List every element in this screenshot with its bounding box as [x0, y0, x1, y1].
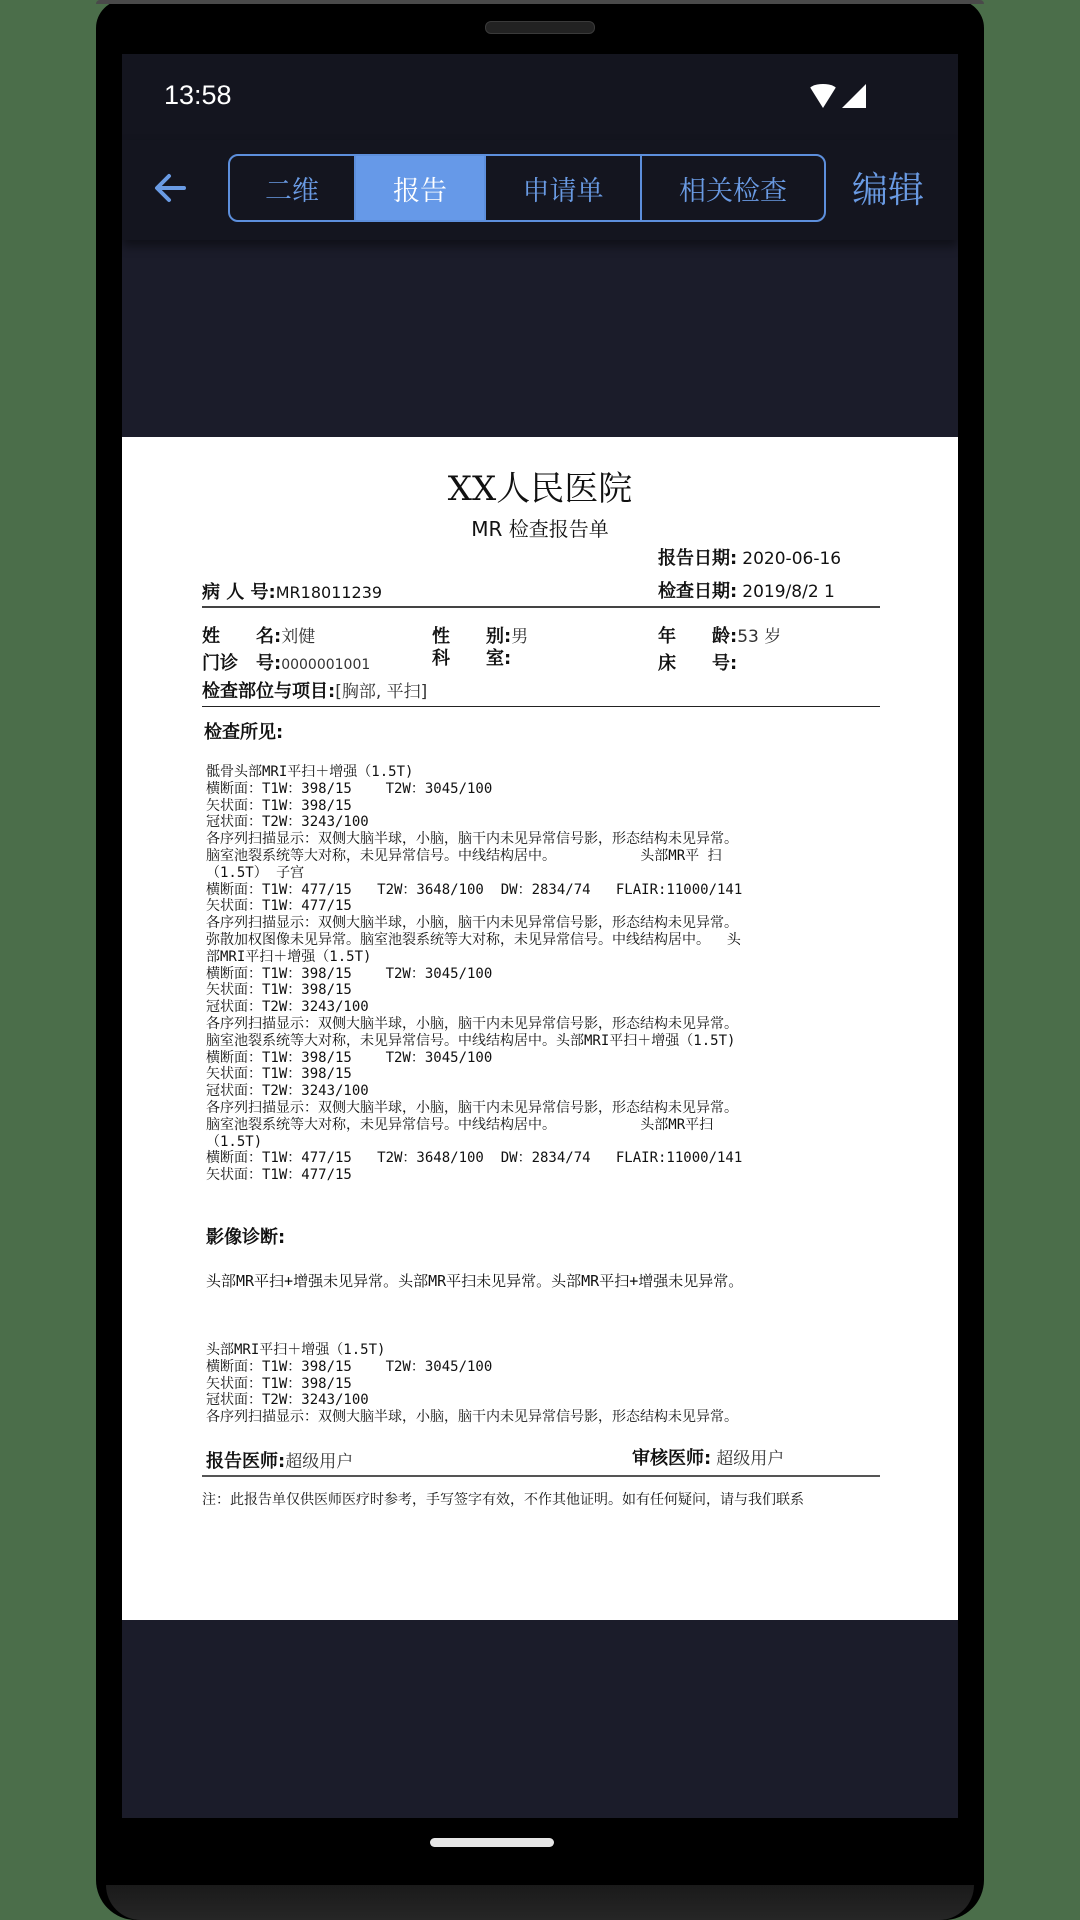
- reporting-doctor-label: 报告医师:: [206, 1451, 286, 1472]
- tab-label: 报告: [393, 175, 447, 207]
- reporting-doctor-value: 超级用户: [285, 1452, 354, 1472]
- status-bar: [122, 54, 958, 140]
- exam-date-value: 2019/8/2 1: [742, 582, 835, 602]
- earpiece-speaker: [485, 21, 595, 34]
- findings-line: 脑室池裂系统等大对称，未见异常信号。中线结构居中。头部MRI平扫＋增强（1.5T): [206, 1032, 736, 1049]
- patient-id-value: MR18011239: [275, 583, 383, 602]
- divider: [202, 606, 880, 608]
- exam-item-value: [胸部, 平扫]: [335, 682, 428, 702]
- findings-line: 脑室池裂系统等大对称，未见异常信号。中线结构居中。 头部MR平 扫: [206, 847, 722, 864]
- findings-line: 横断面：T1W：477/15 T2W：3648/100 DW：2834/74 FLAIR:11000/141: [206, 1150, 743, 1167]
- findings-line: 矢状面：T1W：398/15: [206, 1066, 352, 1083]
- tab-related-exams[interactable]: [642, 156, 824, 220]
- dept-label: 科 室:: [432, 648, 512, 669]
- findings-line: 横断面：T1W：398/15 T2W：3045/100: [206, 780, 493, 797]
- findings-line: （1.5T): [206, 1133, 263, 1150]
- divider: [202, 706, 880, 707]
- clinic-no-row: [202, 649, 370, 675]
- reviewing-doctor-label: 审核医师:: [632, 1448, 712, 1469]
- dept-row: [432, 644, 511, 670]
- tab-label: 相关检查: [679, 175, 787, 207]
- name-value: 刘健: [281, 627, 316, 647]
- arrow-left-icon: [150, 168, 190, 208]
- findings-line: 矢状面：T1W：398/15: [206, 982, 352, 999]
- age-label: 年 龄:: [658, 626, 738, 647]
- findings-line: 矢状面：T1W：477/15: [206, 898, 352, 915]
- report-date-label: 报告日期:: [658, 548, 738, 569]
- reporting-doctor-row: [206, 1447, 353, 1473]
- screen: [122, 54, 958, 1818]
- reviewing-doctor-row: [632, 1444, 784, 1470]
- exam-date-label: 检查日期:: [658, 581, 738, 602]
- findings-line: 横断面：T1W：398/15 T2W：3045/100: [206, 1049, 493, 1066]
- diagnosis-line: 矢状面：T1W：398/15: [206, 1375, 352, 1392]
- findings-line: 冠状面：T2W：3243/100: [206, 999, 369, 1016]
- report-date-row: [658, 544, 841, 570]
- diagnosis-heading: 影像诊断:: [206, 1227, 286, 1248]
- findings-text: [206, 764, 866, 1184]
- cellular-signal-icon: [842, 84, 866, 108]
- phone-frame: [96, 0, 984, 1920]
- sex-label: 性 别:: [432, 626, 512, 647]
- findings-heading: 检查所见:: [204, 722, 284, 743]
- patient-id-row: [202, 578, 382, 604]
- reviewing-doctor-value: 超级用户: [716, 1449, 785, 1469]
- findings-line: 矢状面：T1W：398/15: [206, 797, 352, 814]
- name-label: 姓 名:: [202, 626, 282, 647]
- back-button[interactable]: [150, 168, 190, 208]
- findings-line: 横断面：T1W：398/15 T2W：3045/100: [206, 965, 493, 982]
- patient-id-label: 病 人 号:: [202, 582, 276, 603]
- status-time: 13:58: [164, 80, 232, 110]
- findings-line: （1.5T） 子宫: [206, 864, 305, 881]
- diagnosis-line: 横断面：T1W：398/15 T2W：3045/100: [206, 1358, 493, 1375]
- age-value: 53 岁: [737, 627, 782, 647]
- findings-line: 各序列扫描显示：双侧大脑半球，小脑，脑干内未见异常信号影，形态结构未见异常。: [206, 1015, 738, 1032]
- top-nav-bar: [122, 140, 958, 240]
- divider: [202, 1475, 880, 1477]
- tab-request-form[interactable]: [486, 156, 642, 220]
- exam-item-label: 检查部位与项目:: [202, 681, 336, 702]
- findings-line: 弥散加权图像未见异常。脑室池裂系统等大对称，未见异常信号。中线结构居中。 头: [206, 931, 741, 948]
- diagnosis-line: 头部MRI平扫＋增强（1.5T): [206, 1342, 386, 1358]
- phone-chin: [106, 1885, 974, 1920]
- sex-value: 男: [511, 627, 529, 647]
- diagnosis-detail: [206, 1342, 738, 1426]
- segmented-tabs: [228, 154, 826, 222]
- diagnosis-text: 头部MR平扫+增强未见异常。头部MR平扫未见异常。头部MR平扫+增强未见异常。: [206, 1272, 744, 1290]
- edit-button[interactable]: 编辑: [852, 170, 925, 211]
- exam-date-row: [658, 577, 880, 603]
- findings-line: 矢状面：T1W：477/15: [206, 1167, 352, 1184]
- diagnosis-line: 冠状面：T2W：3243/100: [206, 1392, 369, 1409]
- report-document: [122, 437, 958, 1620]
- age-row: [658, 622, 781, 648]
- findings-line: 各序列扫描显示：双侧大脑半球，小脑，脑干内未见异常信号影，形态结构未见异常。: [206, 1099, 738, 1116]
- clinic-no-label: 门诊 号:: [202, 653, 282, 674]
- bed-row: [658, 649, 737, 675]
- tab-label: 二维: [265, 175, 319, 207]
- wifi-icon: [808, 84, 838, 108]
- findings-line: 骶骨头部MRI平扫＋增强（1.5T): [206, 764, 414, 780]
- report-title: MR 检查报告单: [471, 517, 609, 541]
- diagnosis-line: 各序列扫描显示：双侧大脑半球，小脑，脑干内未见异常信号影，形态结构未见异常。: [206, 1409, 738, 1426]
- findings-line: 部MRI平扫＋增强（1.5T): [206, 948, 372, 965]
- disclaimer-note: 注：此报告单仅供医师医疗时参考，手写签字有效，不作其他证明。如有任何疑问，请与我们联系: [202, 1492, 804, 1508]
- report-date-value: 2020-06-16: [742, 549, 842, 569]
- bed-label: 床 号:: [658, 653, 738, 674]
- phone-bezel: [96, 0, 984, 4]
- exam-item-row: [202, 677, 427, 703]
- home-indicator[interactable]: [430, 1838, 554, 1847]
- tab-2d[interactable]: [230, 156, 356, 220]
- clinic-no-value: 0000001001: [281, 657, 371, 673]
- findings-line: 各序列扫描显示：双侧大脑半球，小脑，脑干内未见异常信号影，形态结构未见异常。: [206, 915, 738, 932]
- name-row: [202, 622, 315, 648]
- findings-line: 横断面：T1W：477/15 T2W：3648/100 DW：2834/74 FLAIR:11000/141: [206, 881, 743, 898]
- findings-line: 脑室池裂系统等大对称，未见异常信号。中线结构居中。 头部MR平扫: [206, 1116, 714, 1133]
- tab-label: 申请单: [522, 175, 604, 207]
- findings-line: 各序列扫描显示：双侧大脑半球，小脑，脑干内未见异常信号影，形态结构未见异常。: [206, 831, 738, 848]
- tab-report[interactable]: [356, 156, 486, 220]
- findings-line: 冠状面：T2W：3243/100: [206, 814, 369, 831]
- findings-line: 冠状面：T2W：3243/100: [206, 1083, 369, 1100]
- hospital-name: XX人民医院: [447, 469, 633, 509]
